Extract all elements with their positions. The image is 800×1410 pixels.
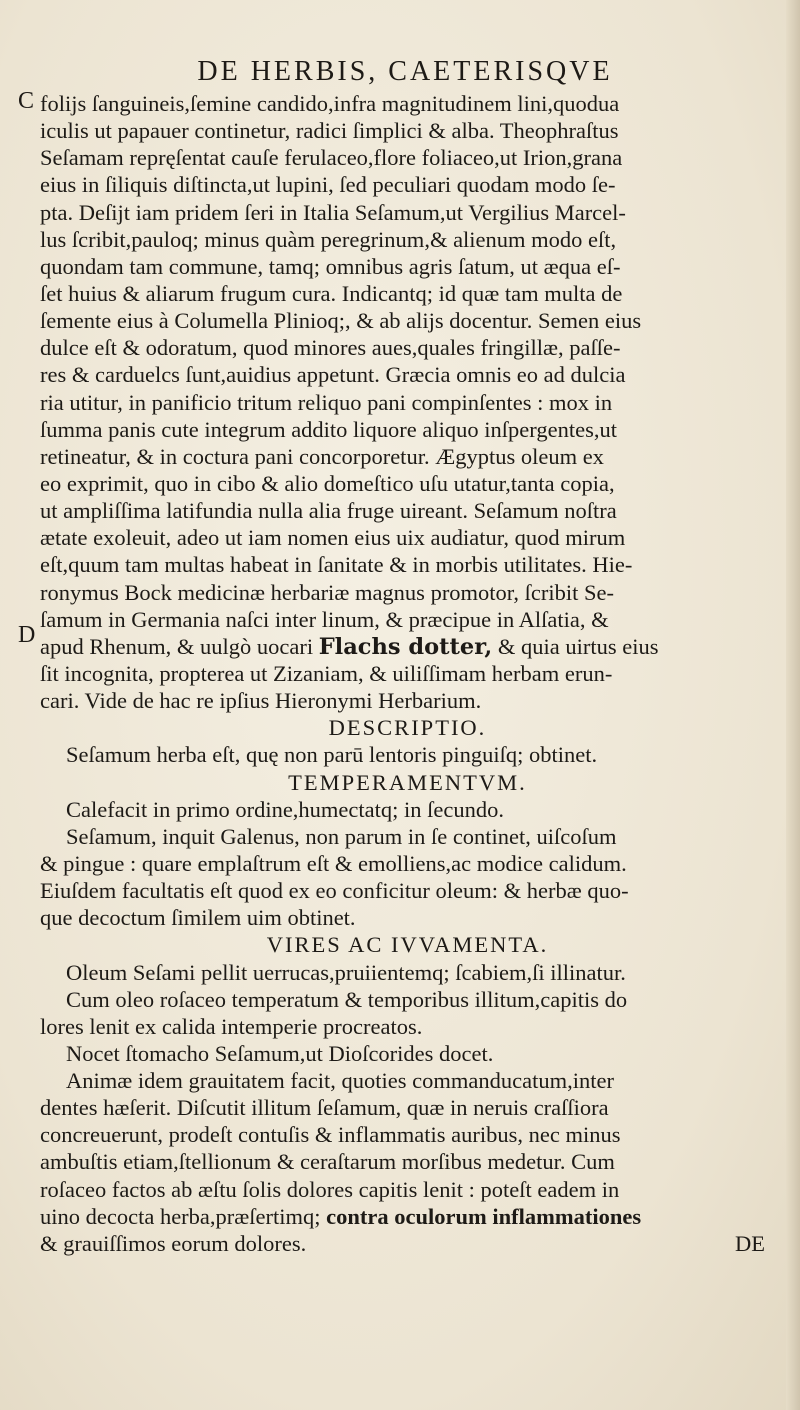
text-line: ſumma panis cute integrum addito liquore aliquo inſpergentes,ut: [40, 416, 617, 442]
heading-temperamentum: TEMPERAMENTVM.: [288, 769, 527, 795]
text-line: [40, 1203, 775, 1230]
text-line: [40, 633, 775, 660]
text-line: lores lenit ex calida intemperie procreatos.: [40, 1013, 423, 1039]
text-line: Seſamum, inquit Galenus, non parum in ſe continet, uiſcoſum: [66, 823, 617, 849]
text-line: Animæ idem grauitatem facit, quoties commanducatum,inter: [66, 1068, 614, 1094]
text-line: Cum oleo roſaceo temperatum & temporibus illitum,capitis do: [66, 986, 628, 1012]
page-spine-shadow: [786, 0, 800, 1410]
margin-letter-d: D: [18, 622, 36, 648]
text-line: ria utitur, in panificio tritum reliquo pani compinſentes : mox in: [40, 389, 613, 415]
text-line: dulce eſt & odoratum, quod minores aues,quales fringillæ, paſſe-: [40, 335, 621, 361]
text-span: & grauiſſimos eorum dolores.: [40, 1230, 307, 1256]
text-line: Seſamum herba eſt, quę non parū lentoris pinguiſq; obtinet.: [66, 742, 598, 768]
text-line: cari. Vide de hac re ipſius Hieronymi Herbarium.: [40, 688, 482, 714]
fraktur-word: Flachs dotter,: [318, 633, 493, 660]
text-span: & quia uirtus eius: [492, 633, 659, 659]
heading-vires: VIRES AC IVVAMENTA.: [266, 932, 549, 958]
text-line: ſit incognita, propterea ut Zizaniam, & uiliſſimam herbam erun-: [40, 660, 613, 686]
catchword: DE: [735, 1230, 765, 1256]
text-line: ut ampliſſima latifundia nulla alia fruge uireant. Seſamum noſtra: [40, 498, 617, 524]
text-line: retineatur, & in coctura pani concorporetur. Ægyptus oleum ex: [40, 443, 604, 469]
text-span: uino decocta herba,præſertimq;: [40, 1203, 327, 1229]
text-line: dentes hæſerit. Diſcutit illitum ſeſamum, quæ in neruis craſſiora: [40, 1095, 609, 1121]
text-line: que decoctum ſimilem uim obtinet.: [40, 905, 356, 931]
text-line: lus ſcribit,pauloq; minus quàm peregrinum,& alienum modo eſt,: [40, 226, 617, 252]
bold-phrase: contra oculorum inflammationes: [326, 1203, 642, 1229]
text-line: Nocet ſtomacho Seſamum,ut Dioſcorides docet.: [66, 1040, 494, 1066]
heading-descriptio: DESCRIPTIO.: [328, 715, 487, 741]
text-line: Eiuſdem facultatis eſt quod ex eo conficitur oleum: & herbæ quo-: [40, 878, 629, 904]
body-text: [40, 90, 775, 1257]
text-line: Seſamam repręſentat cauſe ferulaceo,flore foliaceo,ut Irion,grana: [40, 145, 623, 171]
text-line: roſaceo factos ab æſtu ſolis dolores capitis lenit : poteſt eadem in: [40, 1176, 620, 1202]
text-line: ſemente eius à Columella Plinioq;, & ab alijs docentur. Semen eius: [40, 308, 642, 334]
running-head: DE HERBIS, CAETERISQVE: [197, 56, 613, 87]
text-line: eo exprimit, quo in cibo & alio domeſtico uſu utatur,tanta copia,: [40, 470, 615, 496]
text-line: res & carduelcs ſunt,auidius appetunt. Græcia omnis eo ad dulcia: [40, 362, 626, 388]
text-line: ſet huius & aliarum frugum cura. Indicantq; id quæ tam multa de: [40, 280, 623, 306]
text-line: quondam tam commune, tamq; omnibus agris ſatum, ut æqua eſ-: [40, 253, 621, 279]
text-line: concreuerunt, prodeſt contuſis & inflammatis auribus, nec minus: [40, 1122, 621, 1148]
text-line: Calefacit in primo ordine,humectatq; in ſecundo.: [66, 796, 504, 822]
text-line: ronymus Bock medicinæ herbariæ magnus promotor, ſcribit Se-: [40, 579, 615, 605]
text-line: ambuſtis etiam,ſtellionum & ceraſtarum morſibus medetur. Cum: [40, 1149, 615, 1175]
text-line: iculis ut papauer continetur, radici ſimplici & alba. Theophraſtus: [40, 118, 619, 144]
text-line: & pingue : quare emplaſtrum eſt & emolliens,ac modice calidum.: [40, 850, 627, 876]
text-line: pta. Deſijt iam pridem ſeri in Italia Seſamum,ut Vergilius Marcel-: [40, 199, 626, 225]
text-line: [40, 1230, 775, 1257]
text-line: ætate exoleuit, adeo ut iam nomen eius uix audiatur, quod mirum: [40, 525, 626, 551]
text-line: eius in ſiliquis diſtincta,ut lupini, ſed peculiari quodam modo ſe-: [40, 172, 616, 198]
text-line: eſt,quum tam multas habeat in ſanitate & in morbis utilitates. Hie-: [40, 552, 633, 578]
text-span: apud Rhenum, & uulgò uocari: [40, 633, 314, 659]
text-line: Oleum Seſami pellit uerrucas,pruiientemq; ſcabiem,ſi illinatur.: [66, 959, 626, 985]
text-line: ſamum in Germania naſci inter linum, & præcipue in Alſatia, &: [40, 606, 609, 632]
margin-letter-c: C: [18, 88, 35, 114]
text-line: folijs ſanguineis,ſemine candido,infra magnitudinem lini,quodua: [40, 91, 620, 116]
